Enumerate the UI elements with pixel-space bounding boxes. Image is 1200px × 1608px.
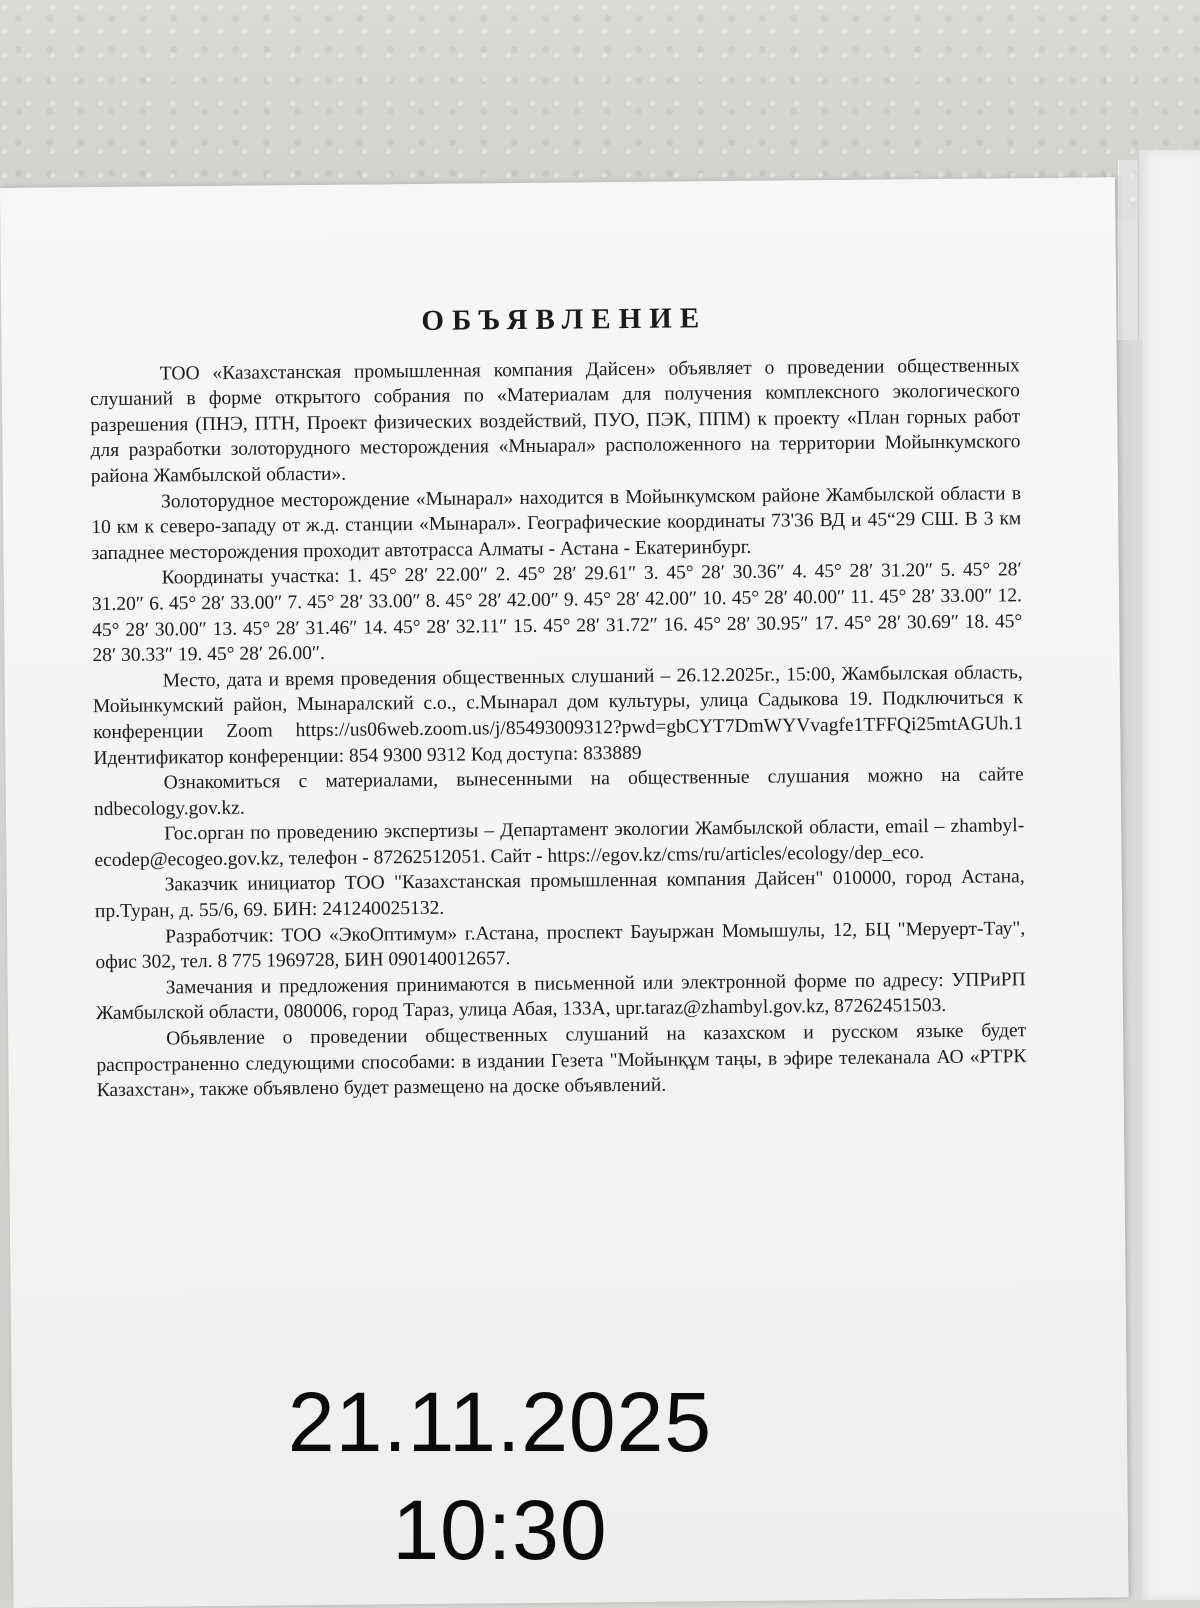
notice-paragraph-deposit-location: Золоторудное месторождение «Мынарал» находится в Мойынкумском районе Жамбылской области в 10 км к северо-западу от ж.д. станции «Мынарал». Географические координаты 73'36 ВД и 45“29 СШ. В 3 км западнее месторождения проходит автотрасса Алматы - Астана - Екатеринбург. (91, 482, 1022, 564)
photo-date-stamp: 21.11.2025 (287, 1375, 713, 1469)
notice-paragraph-materials: Ознакомиться с материалами, вынесенными на общественные слушания можно на сайте ndbecology.gov.kz. (93, 764, 1024, 820)
notice-paragraph-intro: ТОО «Казахстанская промышленная компания Дайсен» объявляет о проведении общественных слушаний в форме открытого собрания по «Материалам для получения комплексного экологического разрешения (ПНЭ, ПТН, Проект физических воздействий, ПУО, ПЭК, ППМ) к проекту «План горных работ для разработки золоторудного месторождения «Мныарал» расположенного на территории Мойынкумского района Жамбылской области». (89, 354, 1021, 488)
notice-paragraph-customer: Заказчик инициатор ТОО "Казахстанская промышленная компания Дайсен" 010000, город Астана, пр.Туран, д. 55/6, 69. БИН: 241240025132. (94, 866, 1025, 923)
notice-paragraph-hearing-details: Место, дата и время проведения общественных слушаний – 26.12.2025г., 15:00, Жамбылская область, Мойынкумский район, Мынаралский с.о., с.Мынарал дом культуры, улица Садыкова 19. Подключиться к конференции Zoom https://us06web.zoom.us/j/85493009312?pwd=gbCYT7DmWYVvagfe1TFFQi25mtAGUh.1 Идентификатор конференции: 854 9300 9312 Код доступа: 833889 (92, 661, 1024, 769)
notice-paragraph-developer: Разработчик: ТОО «ЭкоОптимум» г.Астана, проспект Бауыржан Момышулы, 12, БЦ "Меруерт-Тау", офис 302, тел. 8 775 1969728, БИН 090140012657. (95, 917, 1026, 974)
notice-paragraph-distribution: Обьявление о проведении общественных слушаний на казахском и русском языке будет распространенно следующими способами: в издании Гезета "Мойынқұм таңы, в эфире телеканала АО «РТРК Казахстан», также объявлено будет размещено на доске объявлений. (96, 1020, 1027, 1102)
photo-time-stamp: 10:30 (392, 1483, 608, 1577)
adjacent-paper-edge (1138, 150, 1200, 1600)
notice-paragraph-expert-body: Гос.орган по проведению экспертизы – Департамент экологии Жамбылской области, email – zhambyl-ecodep@ecogeo.gov.kz, телефон - 87262512051. Сайт - https://egov.kz/cms/ru/articles/ecology/dep_eco. (94, 815, 1025, 871)
notice-paragraph-coordinates: Координаты участка: 1. 45° 28′ 22.00″ 2. 45° 28′ 29.61″ 3. 45° 28′ 30.36″ 4. 45° 28′ 31.20″ 5. 45° 28′ 31.20″ 6. 45° 28′ 33.00″ 7. 45° 28′ 33.00″ 8. 45° 28′ 42.00″ 9. 45° 28′ 42.00″ 10. 45° 28′ 40.00″ 11. 45° 28′ 33.00″ 12. 45° 28′ 30.00″ 13. 45° 28′ 31.46″ 14. 45° 28′ 32.11″ 15. 45° 28′ 31.72″ 16. 45° 28′ 30.95″ 17. 45° 28′ 30.69″ 18. 45° 28′ 30.33″ 19. 45° 28′ 26.00″. (91, 559, 1023, 667)
notice-title: ОБЪЯВЛЕНИЕ (421, 302, 708, 337)
notice-paragraph-comments: Замечания и предложения принимаются в письменной или электронной форме по адресу: УПРиРП Жамбылской области, 080006, город Тараз, улица Абая, 133А, upr.taraz@zhambyl.gov.kz, 87262451503. (95, 969, 1026, 1025)
notice-body (89, 303, 1027, 1104)
